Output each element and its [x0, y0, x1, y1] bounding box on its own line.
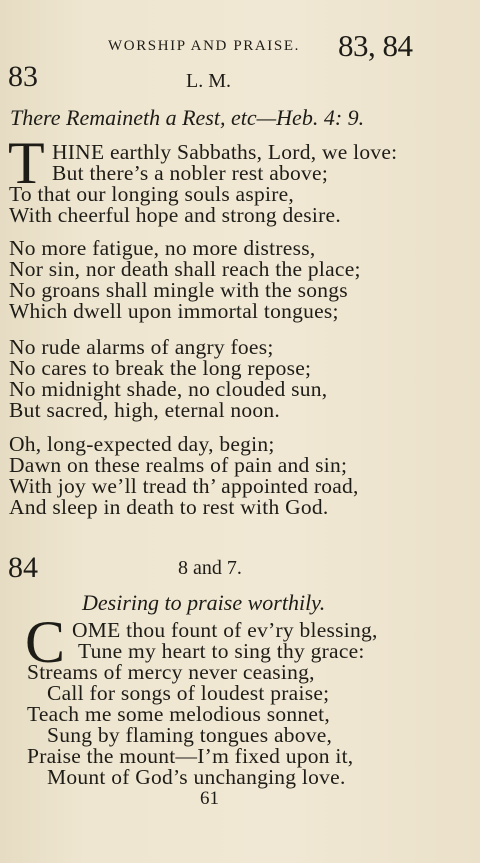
verse-line: Mount of God’s unchanging love. [47, 765, 346, 789]
hymn-meter: L. M. [186, 70, 231, 92]
hymn-meter: 8 and 7. [178, 557, 242, 579]
verse-line: Dawn on these realms of pain and sin; [9, 453, 348, 477]
verse-line: Call for songs of loudest praise; [47, 681, 330, 705]
verse-line: No cares to break the long repose; [9, 356, 312, 380]
drop-cap: T [8, 130, 45, 196]
hymn-subtitle: Desiring to praise worthily. [82, 590, 326, 615]
verse-line: And sleep in death to rest with God. [9, 495, 329, 519]
page-folio: 61 [200, 788, 219, 809]
verse-line: But sacred, high, eternal noon. [9, 398, 281, 422]
verse-line: Teach me some melodious sonnet, [27, 702, 330, 726]
verse-line: No midnight shade, no clouded sun, [9, 377, 328, 401]
verse-line: No more fatigue, no more distress, [9, 236, 316, 260]
drop-cap: C [25, 609, 66, 675]
verse-line: Tune my heart to sing thy grace: [78, 639, 365, 663]
verse-line: With joy we’ll tread th’ appointed road, [9, 474, 359, 498]
hymn-subtitle: There Remaineth a Rest, etc—Heb. 4: 9. [10, 105, 365, 130]
verse-line: No groans shall mingle with the songs [9, 278, 348, 302]
verse-line: HINE earthly Sabbaths, Lord, we love: [52, 140, 398, 164]
verse-line: Sung by flaming tongues above, [47, 723, 333, 747]
verse-line: Which dwell upon immortal tongues; [9, 299, 339, 323]
verse-line: To that our longing souls aspire, [9, 182, 295, 206]
verse-line: No rude alarms of angry foes; [9, 335, 274, 359]
verse-line: But there’s a nobler rest above; [52, 161, 329, 185]
verse-line: Praise the mount—I’m fixed upon it, [27, 744, 354, 768]
verse-line: Streams of mercy never ceasing, [27, 660, 315, 684]
verse-line: Nor sin, nor death shall reach the place; [9, 257, 361, 281]
verse-line: OME thou fount of ev’ry blessing, [72, 618, 378, 642]
hymn-number: 83 [8, 60, 38, 93]
page-numbers: 83, 84 [338, 28, 413, 63]
verse-line: Oh, long-expected day, begin; [9, 432, 275, 456]
verse-line: With cheerful hope and strong desire. [9, 203, 341, 227]
hymn-number: 84 [8, 551, 38, 584]
running-head: WORSHIP AND PRAISE. [108, 38, 300, 54]
